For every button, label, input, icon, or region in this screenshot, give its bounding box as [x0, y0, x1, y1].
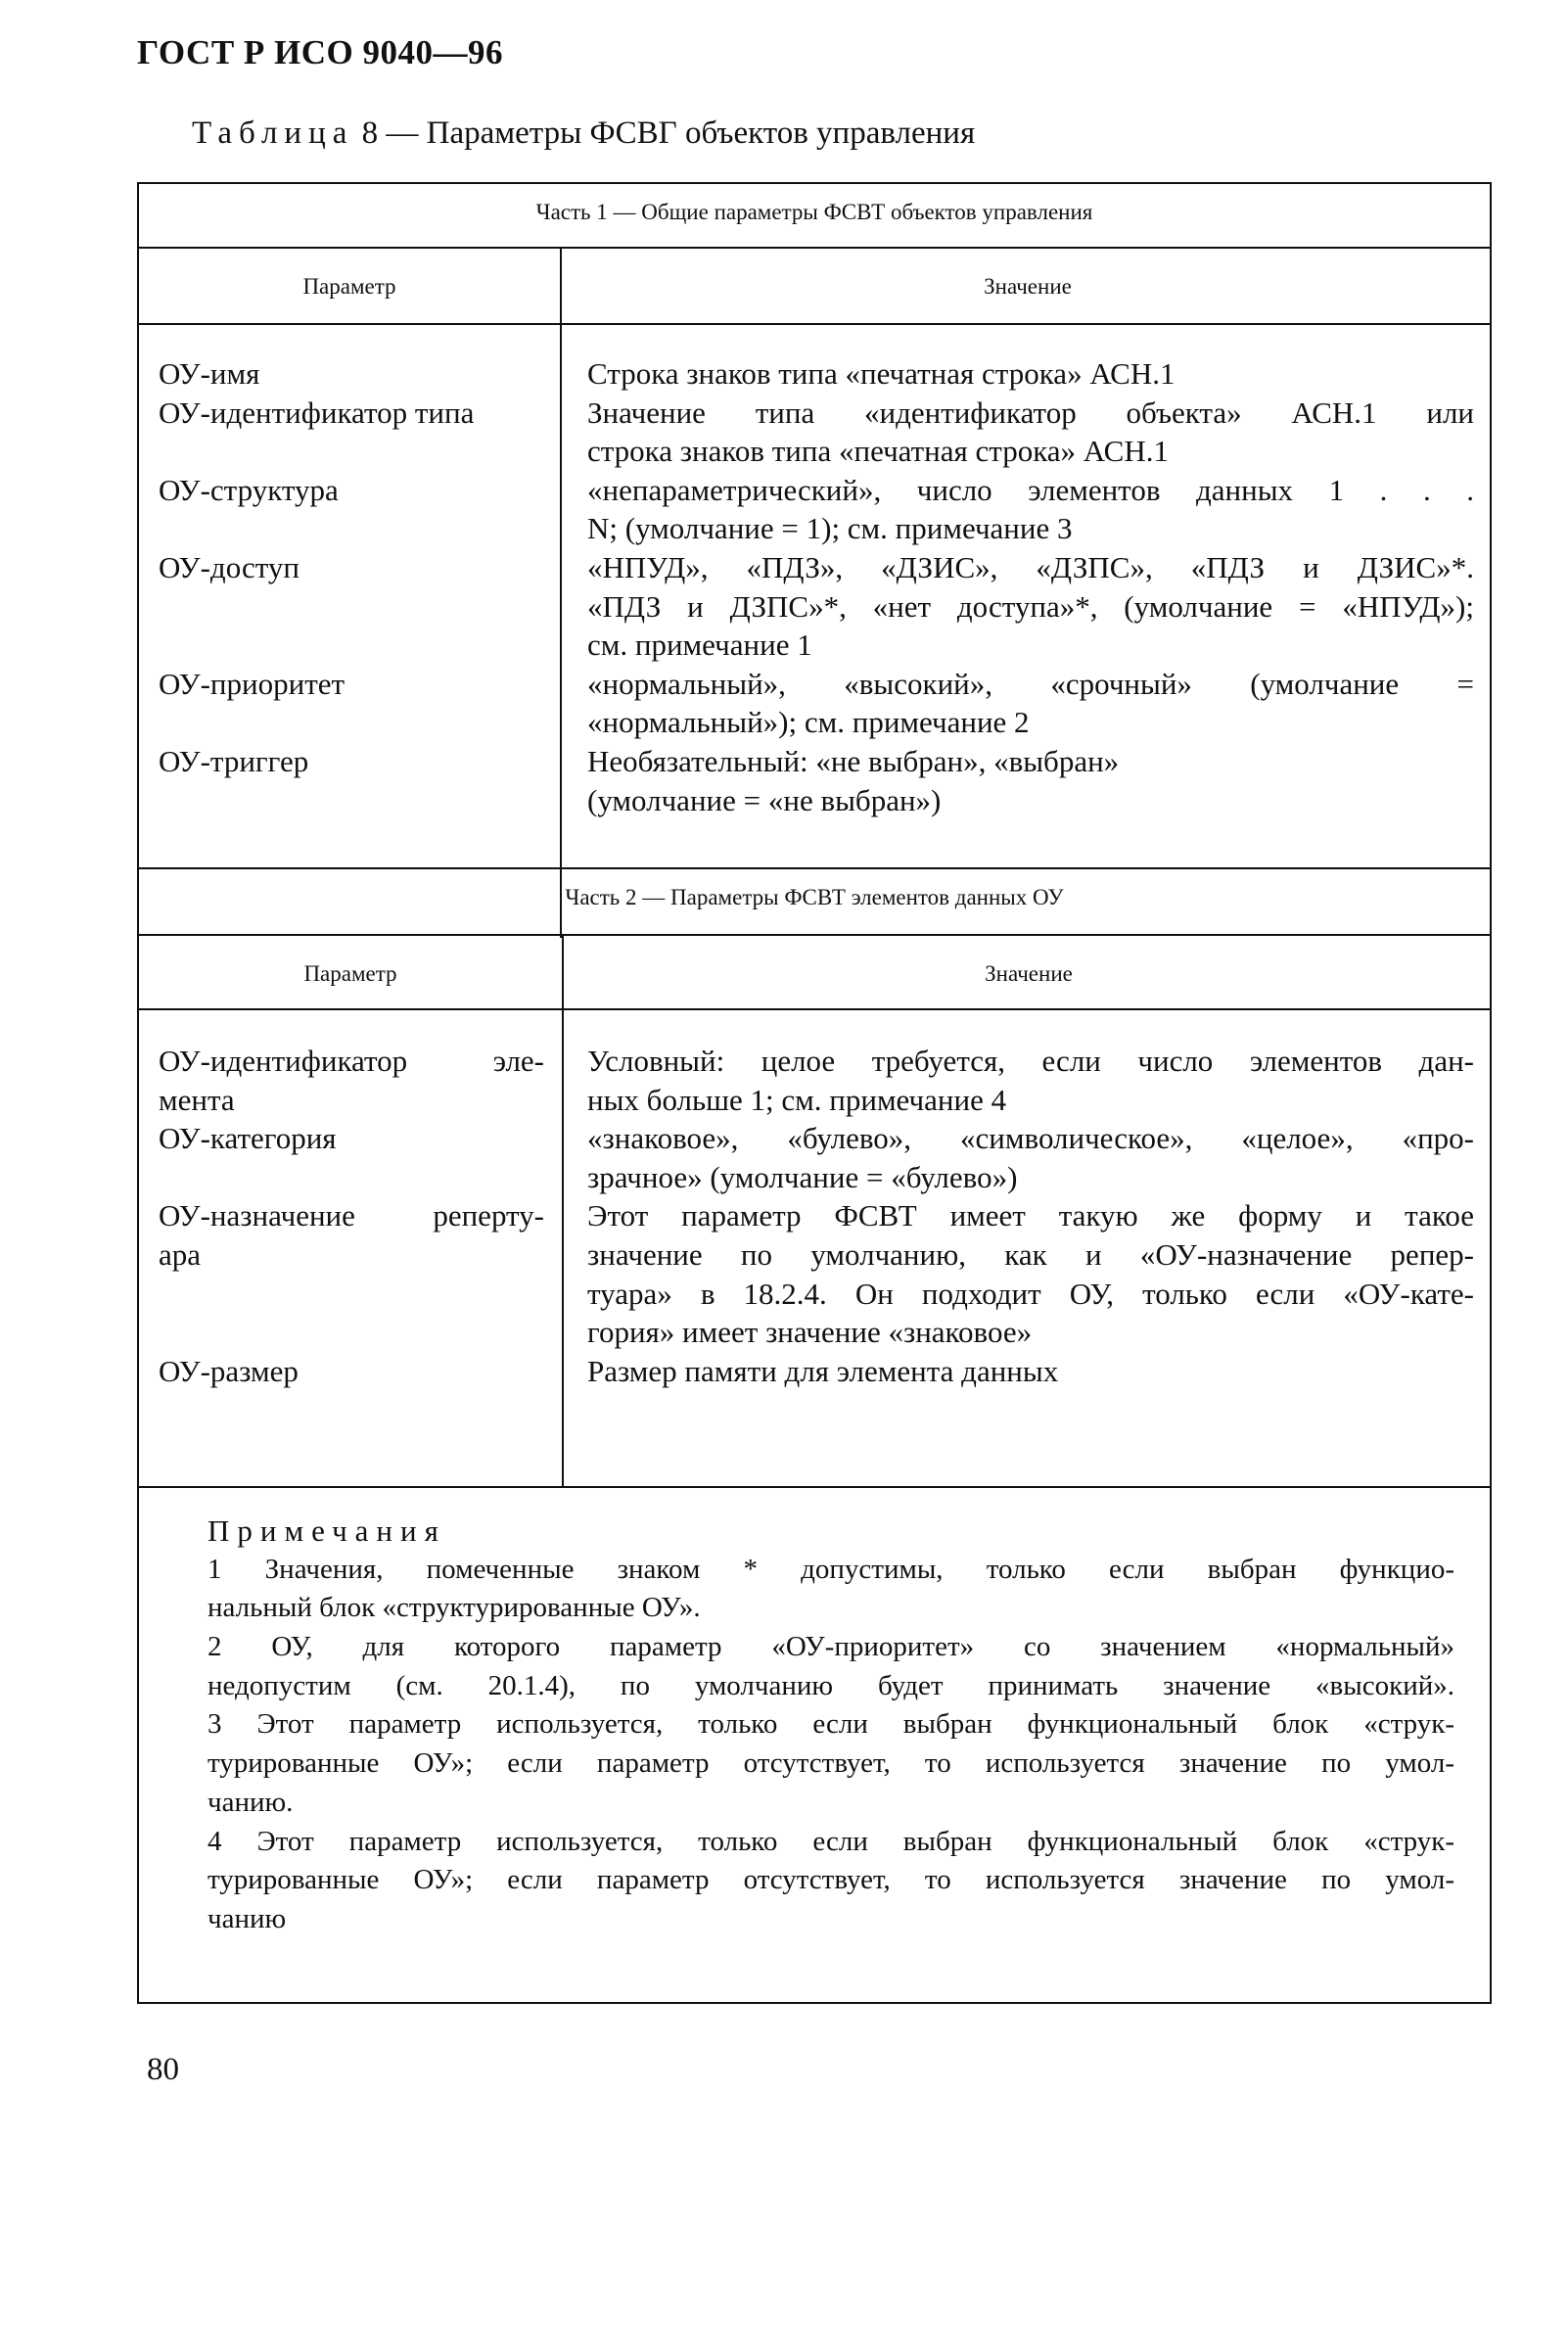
param-name: ОУ-приоритет — [159, 666, 346, 701]
param-name: ОУ-имя — [159, 356, 260, 391]
param-value-line: N; (умолчание = 1); см. примечание 3 — [587, 511, 1073, 546]
part2-col-value-header: Значение — [985, 961, 1073, 986]
param-name-line — [159, 1158, 544, 1197]
param-name-line — [159, 1313, 544, 1352]
column-divider — [560, 247, 562, 938]
param-name-line: ОУ-категория — [159, 1121, 337, 1156]
note-line: турированные ОУ»; если параметр отсутствует, то используется значение по умол- — [208, 1864, 1454, 1896]
note-line: 1 Значения, помеченные знаком * допустимы, только если выбран функцио- — [208, 1553, 1454, 1585]
param-name-line: ОУ-идентификатор эле- — [159, 1044, 544, 1078]
part2-col-param-header: Параметр — [303, 961, 397, 986]
note-line: турированные ОУ»; если параметр отсутствует, то используется значение по умол- — [208, 1747, 1454, 1780]
param-name-line: мента — [159, 1082, 235, 1117]
param-value-line: Значение типа «идентификатор объекта» АСН.1 или — [587, 395, 1474, 430]
part1-col-value-header: Значение — [984, 274, 1072, 299]
param-name-line — [159, 1275, 544, 1314]
note-line: 4 Этот параметр используется, только если выбран функциональный блок «струк- — [208, 1825, 1454, 1857]
param-value-line: Размер памяти для элемента данных — [587, 1353, 1059, 1388]
table-title — [192, 116, 975, 152]
param-value-line: Условный: целое требуется, если число элементов дан- — [587, 1044, 1474, 1078]
part2-caption: Часть 2 — Параметры ФСВТ элементов данных ОУ — [565, 885, 1064, 909]
column-divider — [562, 934, 564, 1486]
param-value-line: «НПУД», «ПДЗ», «ДЗИС», «ДЗПС», «ПДЗ и ДЗИС»*. — [587, 549, 1474, 584]
param-value-line: гория» имеет значение «знаковое» — [587, 1315, 1033, 1350]
part2-param-column — [159, 1042, 544, 1390]
param-name: ОУ-доступ — [159, 549, 300, 584]
param-name: ОУ-триггер — [159, 743, 309, 778]
note-line: 2 ОУ, для которого параметр «ОУ-приоритет» со значением «нормальный» — [208, 1631, 1454, 1663]
note-line: чанию. — [208, 1786, 294, 1818]
divider — [139, 1008, 1490, 1010]
param-value-line: «нормальный»); см. примечание 2 — [587, 705, 1030, 740]
parameters-table — [137, 182, 1492, 2004]
document-header: ГОСТ Р ИСО 9040—96 — [137, 33, 504, 71]
note-line: недопустим (см. 20.1.4), по умолчанию будет принимать значение «высокий». — [208, 1669, 1454, 1701]
param-value-line: «ПДЗ и ДЗПС»*, «нет доступа»*, (умолчание = «НПУД»); — [587, 588, 1474, 624]
param-value-line: туара» в 18.2.4. Он подходит ОУ, только если «ОУ-кате- — [587, 1276, 1474, 1311]
part1-col-param-header: Параметр — [302, 274, 396, 299]
divider — [139, 1486, 1490, 1488]
param-value-line: зрачное» (умолчание = «булево») — [587, 1159, 1018, 1194]
part1-caption: Часть 1 — Общие параметры ФСВТ объектов управления — [535, 200, 1093, 224]
param-value-line: «знаковое», «булево», «символическое», «целое», «про- — [587, 1121, 1474, 1156]
divider — [139, 867, 1490, 869]
part1-value-column — [587, 354, 1474, 819]
divider — [139, 323, 1490, 325]
note-line: 3 Этот параметр используется, только если выбран функциональный блок «струк- — [208, 1708, 1454, 1741]
note-line: чанию — [208, 1902, 287, 1934]
page-number: 80 — [147, 2052, 179, 2087]
param-value-line: Этот параметр ФСВТ имеет такую же форму и такое — [587, 1198, 1474, 1233]
param-name-line: ОУ-размер — [159, 1353, 299, 1388]
notes-heading: Примечания — [208, 1513, 446, 1548]
part2-value-column — [587, 1042, 1474, 1390]
divider — [139, 934, 1490, 936]
table-title-text: 8 — Параметры ФСВГ объектов управления — [353, 116, 976, 151]
param-value-line: Строка знаков типа «печатная строка» АСН.1 — [587, 356, 1176, 391]
param-value-line: см. примечание 1 — [587, 628, 812, 663]
param-value-line: значение по умолчанию, как и «ОУ-назначение репер- — [587, 1236, 1474, 1272]
param-name-line: ара — [159, 1236, 202, 1272]
param-value-line: Необязательный: «не выбран», «выбран» — [587, 743, 1120, 778]
param-name-line: ОУ-назначение реперту- — [159, 1198, 544, 1233]
param-value-line: «непараметрический», число элементов данных 1 . . . — [587, 472, 1474, 507]
table-title-label: Таблица — [192, 116, 354, 151]
param-value-line: строка знаков типа «печатная строка» АСН.1 — [587, 434, 1169, 469]
part1-param-column — [159, 354, 550, 781]
divider — [139, 247, 1490, 249]
param-name: ОУ-структура — [159, 472, 339, 507]
note-line: нальный блок «структурированные ОУ». — [208, 1592, 701, 1624]
param-value-line: ных больше 1; см. примечание 4 — [587, 1082, 1007, 1117]
param-value-line: «нормальный», «высокий», «срочный» (умолчание = — [587, 666, 1474, 701]
notes-block — [208, 1512, 1454, 1939]
param-value-line: (умолчание = «не выбран») — [587, 782, 942, 817]
param-name: ОУ-идентификатор типа — [159, 395, 475, 430]
